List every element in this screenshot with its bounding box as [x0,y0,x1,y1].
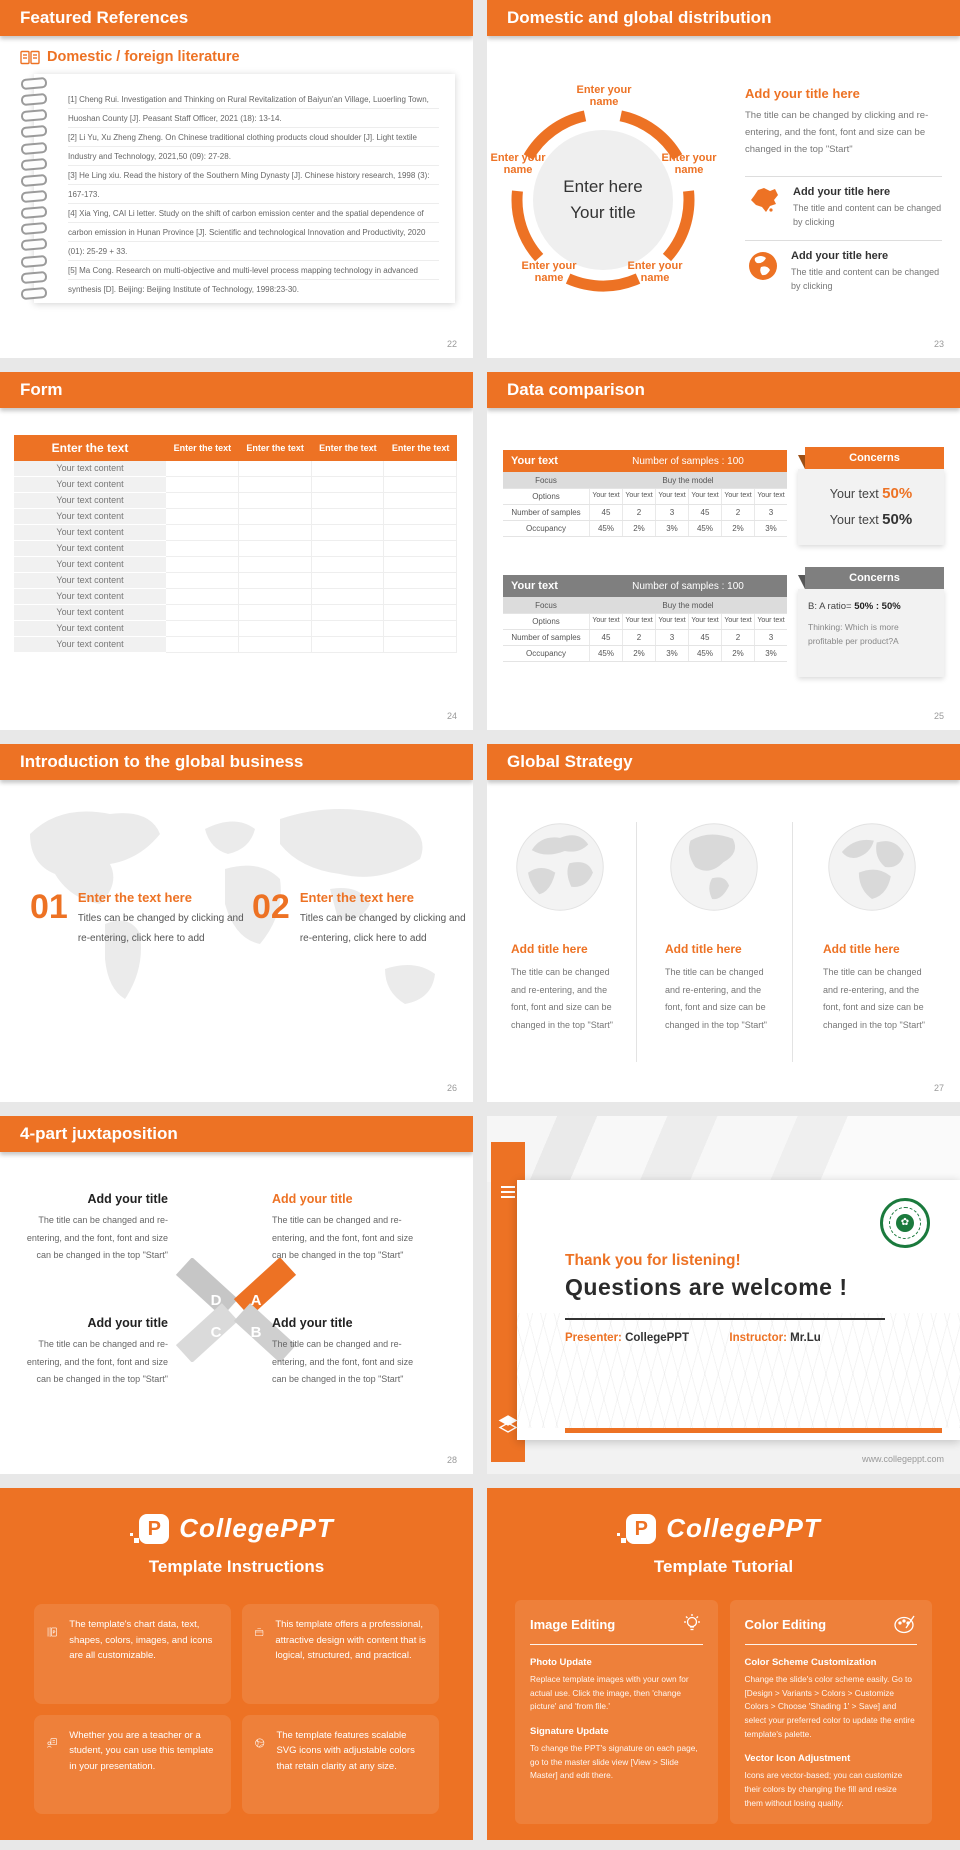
concerns-box-1: Concerns Your text 50% Your text 50% [798,447,944,545]
slide-title: Form [0,372,473,408]
comparison-table-1: Your text Number of samples : 100 Focus Buy the model Options Your text Your text Your text Your text Your text Your text Number of samples 45 2 3 45 2 3 Occupancy 45% 2% 3% 45% 2% 3% [503,450,787,537]
item-title: Add your title here [791,250,889,262]
slide-title: Introduction to the global business [0,744,473,780]
table-row: Your text content [14,461,457,477]
table-row: Your text content [14,621,457,637]
bottom-accent-bar [565,1428,942,1433]
globe-icon [825,820,919,914]
comparison-table-2: Your text Number of samples : 100 Focus Buy the model Options Your text Your text Your text Your text Your text Your text Number of samples 45 2 3 45 2 3 Occupancy 45% 2% 3% 45% 2% 3% [503,575,787,662]
divider [565,1318,885,1320]
slide-title: Data comparison [487,372,960,408]
wireframe-mesh [517,1313,960,1428]
panel-title: Template Tutorial [653,1557,794,1576]
table-row: Your text content [14,477,457,493]
strategy-column: Add title here The title can be changed and re-entering, and the font, font and size can be changed in the top "Start" [823,942,925,1030]
instruction-card: Whether you are a teacher or a student, you can use this template in your presentation. [34,1715,231,1815]
school-badge-icon: ✿ [880,1198,930,1248]
china-map-icon [747,186,781,216]
table-row: Your text content [14,605,457,621]
jux-block-top-left: Add your title The title can be changed and re-entering, and the font, font and size can be changed in the top "Start" [26,1192,168,1261]
jux-block-top-right: Add your title The title can be changed and re-entering, and the font, font and size can be changed in the top "Start" [272,1192,414,1261]
brand-logo: P CollegePPT [487,1488,960,1544]
diagram-node: Enter your name [490,152,546,176]
citation-list [68,90,439,295]
table-row: Your text content [14,589,457,605]
concerns-box-2: Concerns B: A ratio= 50% : 50% Thinking: Which is more profitable per product?A [798,567,944,677]
panel-title: Template Instructions [148,1557,325,1576]
instruction-card: This template offers a professional, attractive design with content that is logical, structured, and practical. [242,1604,439,1704]
item-body: The title and content can be changed by clicking [791,267,940,292]
divider [745,176,942,177]
slide-title: 4-part juxtaposition [0,1116,473,1152]
panel-template-tutorial [487,1488,960,1840]
chart-pages-icon [46,1617,58,1647]
diagram-node: Enter your name [521,260,577,284]
page-number: 26 [446,1083,457,1093]
page-number: 28 [446,1455,457,1465]
brand-logo: P CollegePPT [0,1488,473,1544]
slide-title: Featured References [0,0,473,36]
references-card [34,74,455,303]
panel-template-instructions [0,1488,473,1840]
hamburger-icon [501,1186,515,1201]
add-title-body: The title can be changed by clicking and re-entering, and the font, font and size can be changed in the top "Start" [745,110,929,156]
globe-icon [667,820,761,914]
instruction-card: The template features scalable SVG icons with adjustable colors that retain clarity at any size. [242,1715,439,1815]
divider [745,240,942,241]
table-row: Your text content [14,541,457,557]
collegeppt-logo-icon: P [626,1514,656,1544]
palette-icon [893,1613,917,1635]
table-row: Your text content [14,525,457,541]
teacher-icon [46,1728,58,1758]
table-row: Your text content [14,509,457,525]
strategy-column: Add title here The title can be changed and re-entering, and the font, font and size can be changed in the top "Start" [511,942,613,1030]
citation: [5] Ma Cong. Research on multi-objective and multi-level process mapping technology in advanced synthesis [D]. Beijing: Beijing Institute of Technology, 1998:23-30. [68,266,418,294]
tutorial-section-color-editing: Color Editing Color Scheme Customization Change the slide's color scheme easily. Go to [Design > Variants > Colors > Customize Colors > Choose 'Shading 1' > Save] and select your preferred color to update the entire template's palette. Vector Icon Adjustment Icons are vector-based; you can customize their colors by changing the fill and resize them without losing quality. [730,1600,933,1824]
numbered-item: 02 Enter the text here Titles can be changed by clicking and re-entering, click here to add [252,888,466,944]
page-number: 23 [933,339,944,349]
svg-text:A: A [250,1292,262,1309]
numbered-item: 01 Enter the text here Titles can be changed by clicking and re-entering, click here to add [30,888,244,944]
slide-form[interactable] [0,372,473,730]
archive-box-icon [254,1617,264,1647]
divider [792,822,793,1062]
table-row: Your text content [14,637,457,653]
citation: [1] Cheng Rui. Investigation and Thinking on Rural Revitalization of Baiyun'an Village, Luoerling Town, Huoshan County [J]. Peasant Staff Officer, 2021 (18): 13-14. [68,95,429,123]
add-title-heading: Add your title here [745,86,860,101]
diagram-node: Enter your name [661,152,717,176]
thanks-subheading: Questions are welcome ! [565,1274,848,1300]
table-row: Your text content [14,573,457,589]
tutorial-section-image-editing: Image Editing Photo Update Replace template images with your own for actual use. Click the image, then 'change picture' and 'from file.' Signature Update To change the PPT's signature on each page, go to the master slide view [View > Slide Master] and edit there. [515,1600,718,1824]
slide-data-comparison[interactable] [487,372,960,730]
thanks-heading: Thank you for listening! [565,1252,741,1269]
jux-block-bottom-right: Add your title The title can be changed and re-entering, and the font, font and size can be changed in the top "Start" [272,1316,414,1385]
svg-text:B: B [250,1324,262,1341]
strategy-column: Add title here The title can be changed and re-entering, and the font, font and size can be changed in the top "Start" [665,942,767,1030]
form-table [14,435,457,653]
page-number: 25 [933,711,944,721]
slide-global-strategy[interactable] [487,744,960,1102]
thank-you-card [517,1180,960,1440]
instruction-card: P The template's chart data, text, shapes, colors, images, and icons are all customizable. [34,1604,231,1704]
table-header-row: Enter the text Enter the text Enter the text Enter the text Enter the text [14,435,457,461]
svg-text:D: D [210,1292,222,1309]
slide-intro-global-business[interactable] [0,744,473,1102]
diagram-node: Enter your name [627,260,683,284]
diagram-center: Enter here Your title [533,130,673,270]
website-link[interactable]: www.collegeppt.com [861,1454,944,1464]
divider [636,822,637,1062]
table-row: Your text content [14,557,457,573]
collegeppt-logo-icon: P [139,1514,169,1544]
svg-text:C: C [210,1324,222,1341]
slide-4-part-juxtaposition[interactable] [0,1116,473,1474]
jux-block-bottom-left: Add your title The title can be changed and re-entering, and the font, font and size can be changed in the top "Start" [26,1316,168,1385]
page-number: 22 [446,339,457,349]
slide-title: Global Strategy [487,744,960,780]
citation: [3] He Ling xiu. Read the history of the Southern Ming Dynasty [J]. Chinese history research, 1998 (3): 167-173. [68,171,430,199]
svg-text:P: P [52,1629,56,1635]
item-title: Add your title here [793,186,891,198]
section-title: Domestic / foreign literature [20,49,240,65]
globe-icon [513,820,607,914]
citation: [2] Li Yu, Xu Zheng Zheng. On Chinese traditional clothing products cloud shoulder [J]. Light textile Industry and Technology, 2021,50 (09): 27-28. [68,133,417,161]
book-icon [20,50,40,65]
diagram-node: Enter your name [576,84,632,108]
table-row: Your text content [14,493,457,509]
slide-distribution[interactable] [487,0,960,358]
slide-featured-references[interactable] [0,0,473,358]
presenter-instructor-row: Presenter: CollegePPT Instructor: Mr.Lu [565,1332,821,1344]
background-streaks [487,1116,960,1182]
spiral-binding-icon [21,78,47,299]
bulb-icon [681,1613,703,1635]
slide-title: Domestic and global distribution [487,0,960,36]
page-number: 27 [933,1083,944,1093]
slide-thank-you[interactable] [487,1116,960,1474]
page-number: 24 [446,711,457,721]
globe-icon [747,250,779,282]
item-body: The title and content can be changed by clicking [793,203,942,228]
vector-ball-icon [254,1728,265,1758]
citation: [4] Xia Ying, CAI Li letter. Study on the shift of carbon emission center and the spatial dependence of carbon emission in Hunan Province [J]. Scientific and technological Innovation and Productivity, 2020 (01): 25-29 + 33. [68,209,426,256]
layers-icon [498,1414,518,1434]
